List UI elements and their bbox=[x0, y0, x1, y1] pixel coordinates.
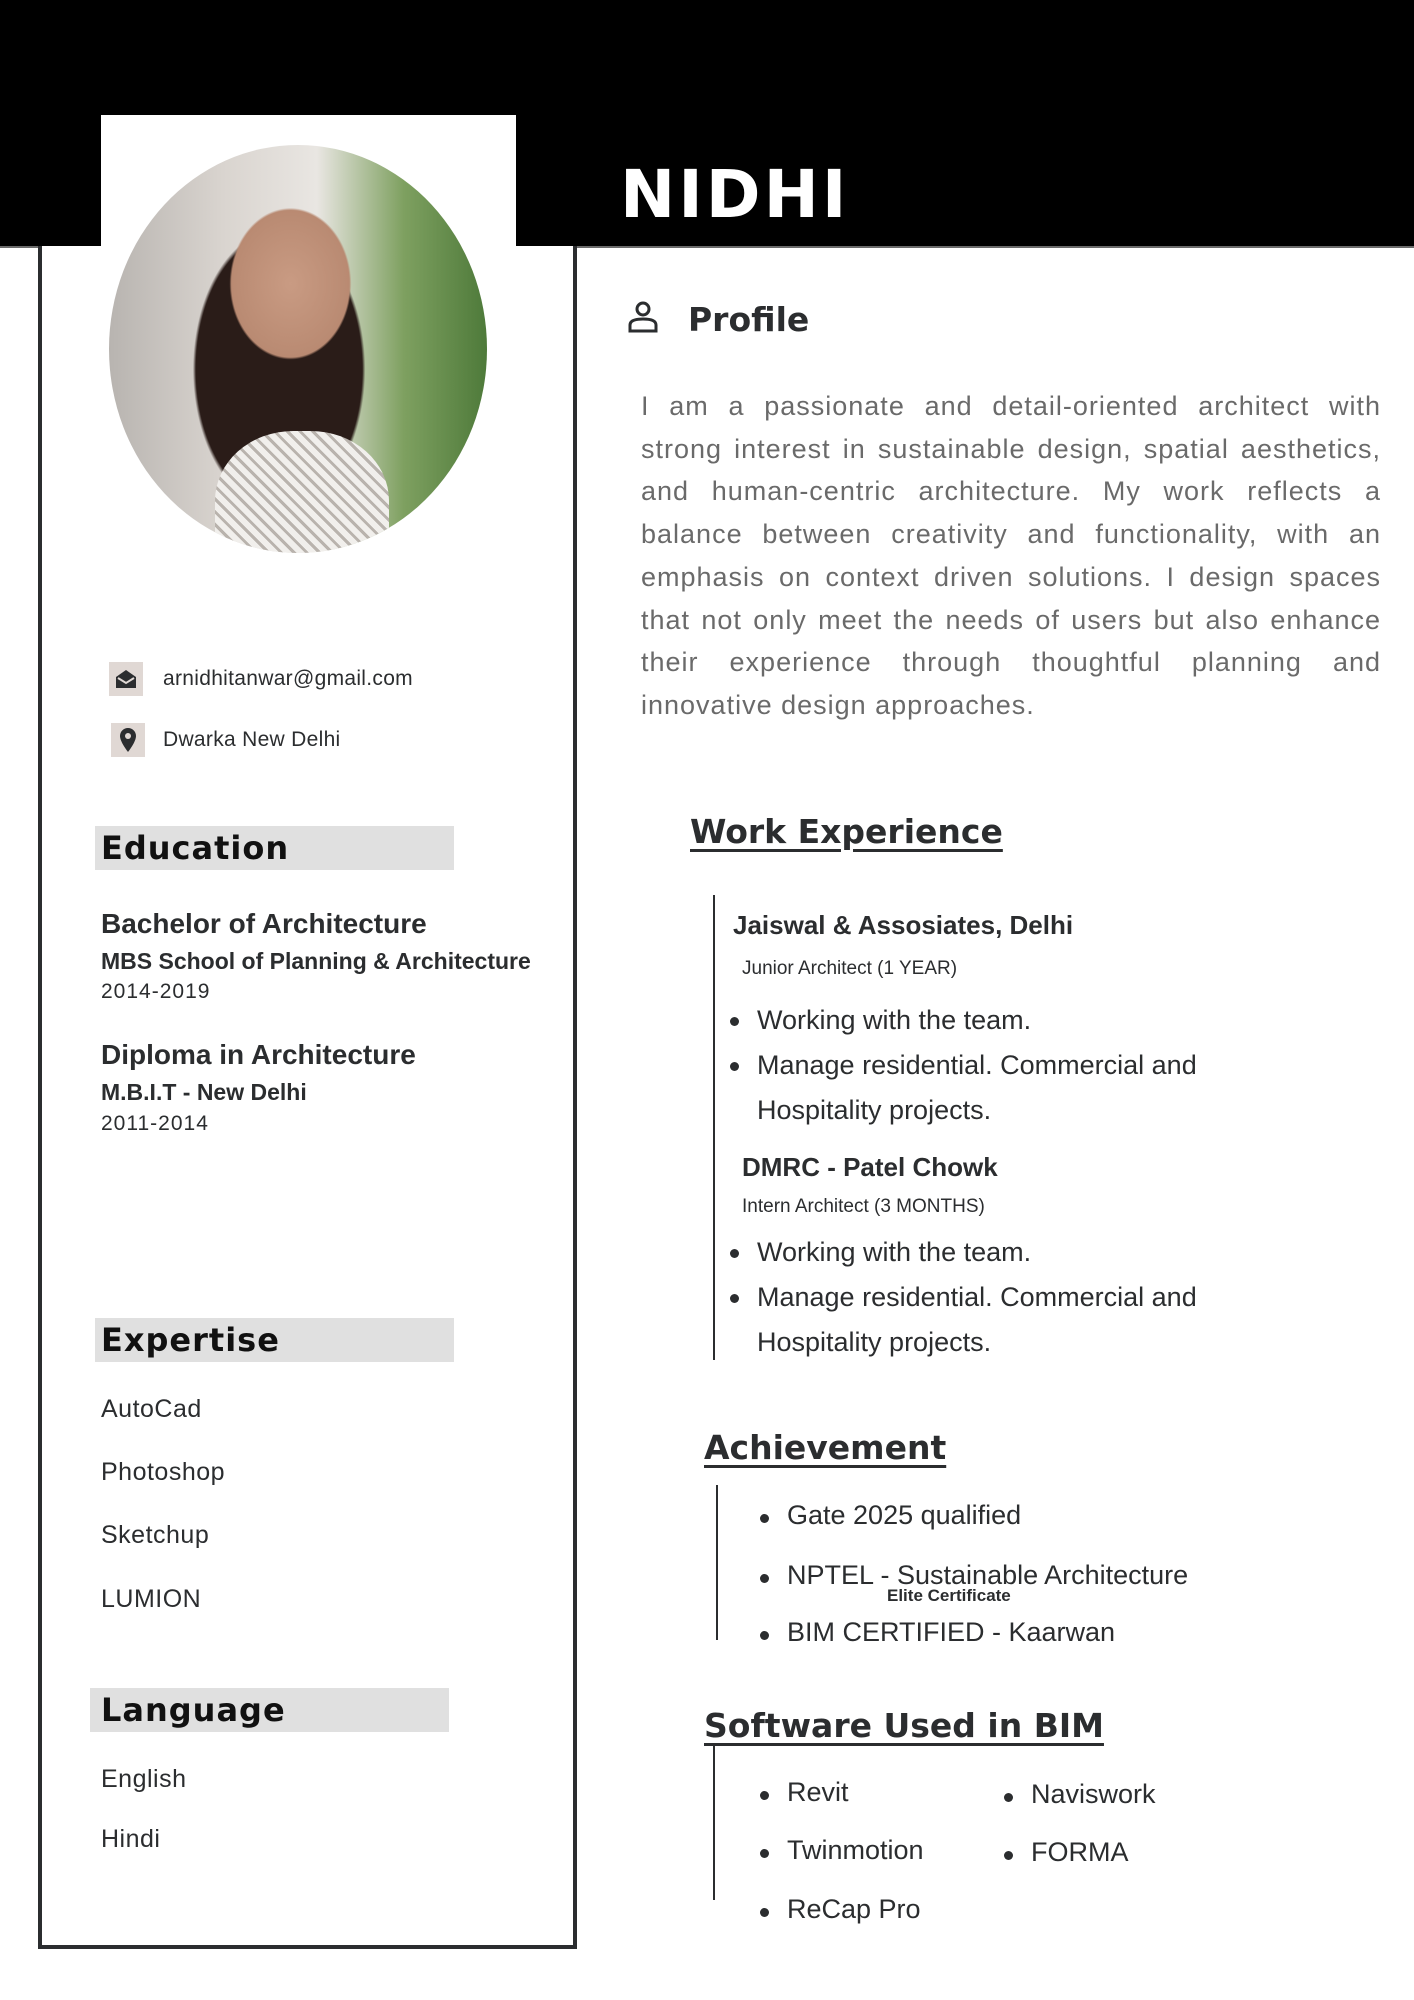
edu-school: M.B.I.T - New Delhi bbox=[101, 1079, 307, 1105]
achievement-item: BIM CERTIFIED - Kaarwan bbox=[787, 1617, 1116, 1647]
profile-summary: I am a passionate and detail-oriented architect with strong interest in sustainable design, spatial aesthetics, and human-centric architecture. My work reflects a balance between creativity and functionality, with an emphasis on context driven solutions. I design spaces that not only meet the needs of users but also enhance their experience through thoughtful planning and innovative design approaches. bbox=[641, 391, 1381, 720]
photo-card bbox=[101, 115, 516, 575]
profile-header bbox=[628, 300, 809, 339]
software-item: Twinmotion bbox=[787, 1835, 924, 1865]
achievement-heading: Achievement bbox=[704, 1428, 947, 1467]
location-text: Dwarka New Delhi bbox=[163, 728, 341, 751]
expertise-item: Sketchup bbox=[101, 1521, 210, 1549]
job-company: DMRC - Patel Chowk bbox=[742, 1152, 998, 1182]
language-item: Hindi bbox=[101, 1825, 161, 1853]
edu-years: 2014-2019 bbox=[101, 980, 211, 1003]
expertise-item: AutoCad bbox=[101, 1395, 202, 1423]
education-heading: Education bbox=[95, 826, 454, 870]
job-bullet: Manage residential. Commercial and Hospitality projects. bbox=[757, 1275, 1317, 1365]
envelope-open-icon bbox=[109, 662, 143, 696]
software-heading: Software Used in BIM bbox=[704, 1706, 1104, 1745]
job-company: Jaiswal & Assosiates, Delhi bbox=[733, 910, 1074, 940]
edu-years: 2011-2014 bbox=[101, 1112, 209, 1135]
job-role: Junior Architect (1 YEAR) bbox=[742, 958, 958, 979]
profile-photo bbox=[109, 145, 487, 553]
software-item: FORMA bbox=[1031, 1837, 1129, 1867]
edu-school: MBS School of Planning & Architecture bbox=[101, 948, 531, 974]
expertise-item: Photoshop bbox=[101, 1458, 226, 1486]
job-bullet: Working with the team. bbox=[757, 1230, 1317, 1275]
contact-location bbox=[111, 723, 341, 757]
job-bullet: Manage residential. Commercial and Hospitality projects. bbox=[757, 1043, 1317, 1133]
work-timeline-line bbox=[713, 895, 715, 1360]
software-item: Naviswork bbox=[1031, 1779, 1156, 1809]
map-pin-icon bbox=[111, 723, 145, 757]
profile-title: Profile bbox=[688, 300, 810, 339]
software-item: Revit bbox=[787, 1777, 849, 1807]
achievement-item: NPTEL - Sustainable Architecture bbox=[787, 1560, 1189, 1590]
language-heading: Language bbox=[90, 1688, 449, 1732]
email-text: arnidhitanwar@gmail.com bbox=[163, 667, 413, 690]
achievement-timeline-line bbox=[716, 1485, 718, 1640]
job-bullet: Working with the team. bbox=[757, 998, 1317, 1043]
achievement-item: Gate 2025 qualified bbox=[787, 1500, 1022, 1530]
job-role: Intern Architect (3 MONTHS) bbox=[742, 1196, 985, 1217]
expertise-item: LUMION bbox=[101, 1585, 202, 1613]
job-bullets bbox=[757, 998, 1317, 1133]
software-timeline-line bbox=[713, 1745, 715, 1900]
edu-degree: Diploma in Architecture bbox=[101, 1039, 416, 1070]
achievement-note: Elite Certificate bbox=[887, 1586, 1011, 1605]
software-item: ReCap Pro bbox=[787, 1894, 921, 1924]
user-icon bbox=[628, 301, 658, 338]
job-bullets bbox=[757, 1230, 1317, 1365]
edu-degree: Bachelor of Architecture bbox=[101, 908, 427, 939]
candidate-name: NIDHI bbox=[620, 156, 850, 233]
contact-email[interactable] bbox=[109, 662, 413, 696]
language-item: English bbox=[101, 1765, 187, 1793]
work-experience-heading: Work Experience bbox=[690, 812, 1003, 851]
expertise-heading: Expertise bbox=[95, 1318, 454, 1362]
